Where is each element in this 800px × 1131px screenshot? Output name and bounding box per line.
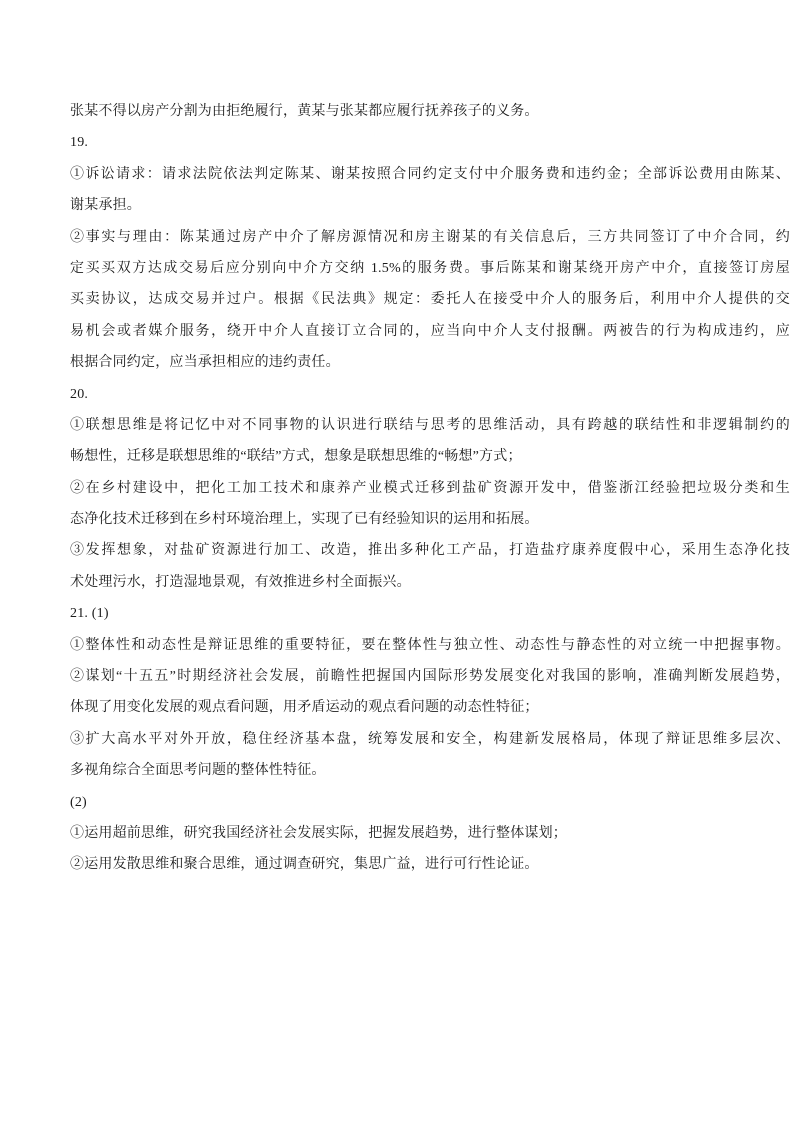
answer-21-part-2-heading: (2)	[70, 794, 87, 810]
answer-19-heading: 19.	[70, 135, 89, 151]
answer-text-line: ②谋划“十五五”时期经济社会发展，前瞻性把握国内国际形势发展变化对我国的影响，准确判断发展趋势，	[70, 669, 790, 685]
answer-text-line: 态净化技术迁移到在乡村环境治理上，实现了已有经验知识的运用和拓展。	[70, 512, 539, 528]
answer-18-continuation	[70, 96, 790, 127]
answer-19	[70, 127, 790, 378]
answer-text-line: 易机会或者媒介服务，绕开中介人直接订立合同的，应当向中介人支付报酬。两被告的行为构成违约，应	[70, 323, 790, 339]
answer-text-line: 根据合同约定，应当承担相应的违约责任。	[70, 355, 340, 371]
answer-text-line: 体现了用变化发展的观点看问题，用矛盾运动的观点看问题的动态性特征；	[70, 700, 539, 716]
answer-text-line: 多视角综合全面思考问题的整体性特征。	[70, 763, 326, 779]
answer-text-line: ①整体性和动态性是辩证思维的重要特征，要在整体性与独立性、动态性与静态性的对立统一中把握事物。	[70, 637, 790, 653]
answer-text-line: ②运用发散思维和聚合思维，通过调查研究，集思广益，进行可行性论证。	[70, 857, 539, 873]
answer-text-line: ③发挥想象，对盐矿资源进行加工、改造，推出多种化工产品，打造盐疗康养度假中心，采用生态净化技	[70, 543, 790, 559]
answer-text-line: 张某不得以房产分割为由拒绝履行，黄某与张某都应履行抚养孩子的义务。	[70, 104, 539, 119]
answer-text-line: ②在乡村建设中，把化工加工技术和康养产业模式迁移到盐矿资源开发中，借鉴浙江经验把垃圾分类和生	[70, 480, 790, 496]
answer-text-line: ②事实与理由：陈某通过房产中介了解房源情况和房主谢某的有关信息后，三方共同签订了中介合同，约	[70, 229, 790, 245]
answer-21-part-1	[70, 598, 790, 786]
answer-20-heading: 20.	[70, 386, 89, 402]
answer-text-line: ①诉讼请求：请求法院依法判定陈某、谢某按照合同约定支付中介服务费和违约金；全部诉讼费用由陈某、	[70, 166, 790, 182]
answer-text-line: ①运用超前思维，研究我国经济社会发展实际，把握发展趋势，进行整体谋划；	[70, 825, 567, 841]
answer-text-line: 买卖协议，达成交易并过户。根据《民法典》规定：委托人在接受中介人的服务后，利用中介人提供的交	[70, 292, 790, 308]
answer-21-part-2	[70, 787, 790, 881]
answer-text-line: ③扩大高水平对外开放，稳住经济基本盘，统筹发展和安全，构建新发展格局，体现了辩证思维多层次、	[70, 731, 790, 747]
document-content	[70, 96, 790, 881]
answer-text-line: 谢某承担。	[70, 198, 141, 214]
answer-20	[70, 379, 790, 599]
answer-21-part-1-heading: 21. (1)	[70, 606, 109, 622]
answer-text-line: 术处理污水，打造湿地景观，有效推进乡村全面振兴。	[70, 574, 411, 590]
answer-text-line: ①联想思维是将记忆中对不同事物的认识进行联结与思考的思维活动，具有跨越的联结性和非逻辑制约的	[70, 417, 790, 433]
answer-text-line: 定买买双方达成交易后应分别向中介方交纳 1.5%的服务费。事后陈某和谢某绕开房产中介，直接签订房屋	[70, 260, 790, 276]
answer-text-line: 畅想性，迁移是联想思维的“联结”方式，想象是联想思维的“畅想”方式；	[70, 449, 522, 465]
